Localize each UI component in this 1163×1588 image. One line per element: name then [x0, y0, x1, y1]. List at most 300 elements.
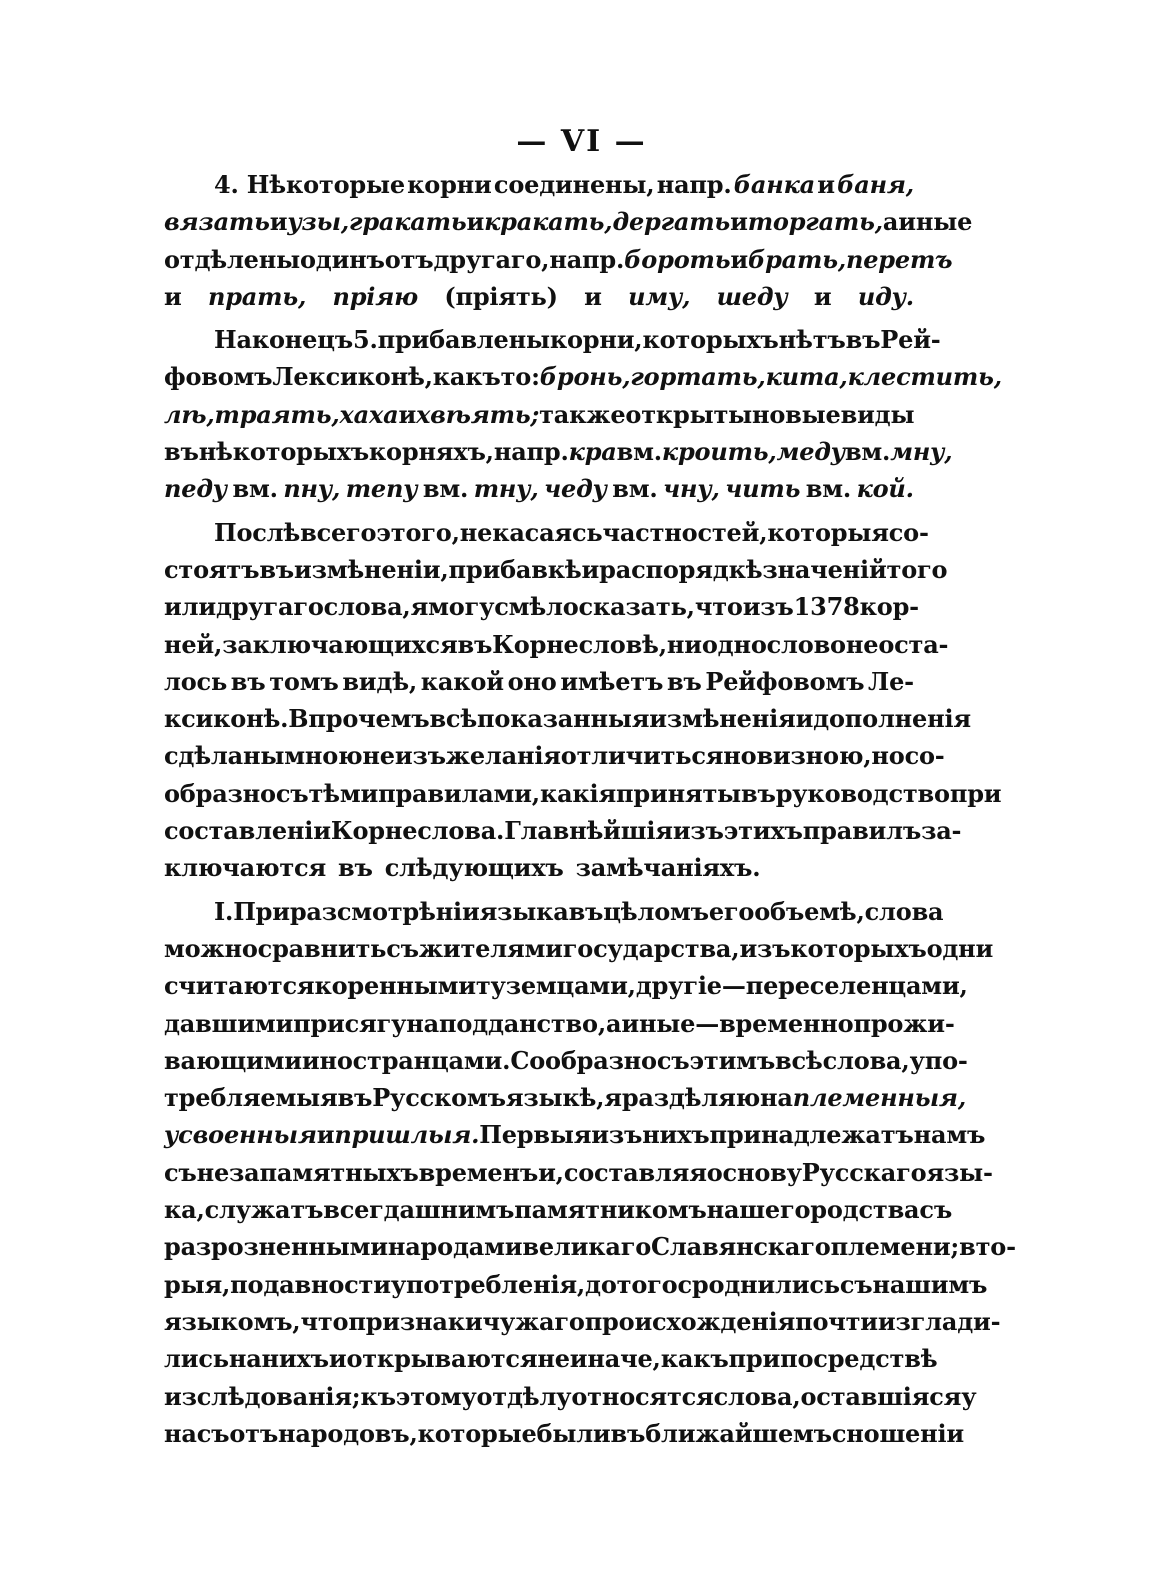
word: Рейфовомъ: [705, 666, 865, 696]
word: въ: [568, 896, 604, 926]
word: и: [269, 207, 288, 237]
word: банка: [733, 170, 815, 199]
word: въ: [230, 666, 266, 696]
word: съ: [275, 778, 309, 808]
word: незапамятныхъ: [196, 1157, 419, 1187]
word: кра: [568, 437, 617, 467]
word: составленiи: [164, 816, 331, 846]
word: При: [233, 896, 290, 926]
word: кроить,: [661, 437, 777, 467]
word: и: [584, 281, 602, 311]
word: кракать,: [484, 207, 613, 237]
word: оста-: [878, 629, 949, 659]
word: Наконецъ: [214, 325, 353, 355]
text-line: [164, 971, 968, 1008]
word: этимъ: [689, 1045, 776, 1075]
word: гракать: [349, 207, 467, 237]
text-line: [164, 325, 941, 362]
word: вм.: [616, 437, 662, 467]
word: какой: [420, 666, 504, 696]
word: чну,: [663, 474, 720, 504]
word: одни: [926, 933, 994, 963]
word: ни: [666, 629, 702, 659]
word: хаха: [339, 399, 399, 429]
word: другаго: [215, 592, 324, 622]
word: относятся: [571, 1381, 714, 1411]
word: въ: [666, 666, 702, 696]
word: не: [845, 629, 879, 659]
text-line: [164, 1195, 953, 1232]
word: слова,: [713, 1381, 801, 1411]
word: вм.: [805, 474, 852, 504]
word: Рей-: [880, 325, 941, 355]
word: отдѣлу: [476, 1381, 572, 1411]
word: при: [949, 778, 1002, 808]
word: бороть: [624, 244, 731, 274]
word: то:: [500, 362, 540, 392]
word: сношенiи: [831, 1418, 965, 1448]
word: цѣломъ: [603, 896, 709, 926]
text-line: [164, 1120, 986, 1157]
word: отъ: [384, 244, 434, 274]
word: отличиться: [560, 741, 724, 771]
word: раздѣляю: [621, 1083, 761, 1113]
word: измѣненiи,: [294, 554, 449, 584]
word: и: [730, 207, 748, 237]
word: и: [328, 1344, 347, 1374]
word: жителями: [418, 933, 563, 963]
word: разсмотрѣнiи: [289, 896, 480, 926]
word: съ: [164, 1157, 197, 1187]
word: что: [694, 592, 743, 622]
word: изъ: [739, 933, 791, 963]
word: отъ: [229, 1418, 279, 1448]
word: разрозненными: [164, 1232, 388, 1262]
word: давшими: [164, 1008, 294, 1038]
word: фовомъ: [164, 362, 273, 392]
word: изслѣдованiя;: [164, 1381, 361, 1411]
word: Корнесловѣ,: [492, 629, 667, 659]
word: не: [537, 1344, 570, 1374]
word: руководство: [775, 778, 950, 808]
word: всего: [300, 517, 377, 547]
text-line: [164, 816, 962, 853]
word: меду: [776, 437, 845, 467]
word: считаются: [164, 971, 315, 1001]
word: со-: [904, 741, 945, 771]
word: того: [616, 1269, 678, 1299]
word: виды: [840, 399, 915, 429]
word: прiяю: [332, 281, 418, 311]
word: одинъ: [299, 244, 385, 274]
word: тепу: [345, 474, 418, 504]
word: слова: [864, 896, 944, 926]
word: перетъ: [845, 244, 953, 274]
word: и: [813, 281, 832, 311]
text-line: [164, 1269, 988, 1307]
word: намъ: [913, 1120, 986, 1150]
word: иностранцами.: [301, 1045, 511, 1075]
word: оставшiяся: [800, 1381, 962, 1411]
word: этихъ: [723, 816, 803, 846]
word: иду.: [857, 281, 914, 311]
word: чужаго: [482, 1306, 585, 1336]
word: въ: [457, 629, 493, 659]
word: которыхъ: [642, 325, 779, 355]
word: томъ: [269, 666, 339, 696]
word: касаясь: [492, 517, 603, 547]
word: язы-: [926, 1157, 993, 1187]
word: почти: [795, 1306, 878, 1336]
word: за-: [921, 816, 962, 846]
word: которыхъ: [790, 933, 927, 963]
word: кита,: [765, 362, 848, 392]
text-line: [164, 554, 948, 592]
word: основу: [706, 1157, 802, 1187]
word: измѣненiя: [649, 704, 796, 734]
word: дергать: [612, 207, 731, 237]
word: мною: [284, 741, 363, 771]
word: народами: [387, 1232, 523, 1262]
word: ближайшемъ: [645, 1418, 832, 1448]
word: на: [228, 1344, 262, 1374]
word: брать,: [747, 244, 846, 274]
word: ключаются: [164, 853, 327, 883]
word: и: [817, 170, 835, 199]
word: Русскомъ: [372, 1083, 506, 1113]
word: нашего: [706, 1195, 811, 1225]
word: родства: [810, 1195, 920, 1225]
word: какъ: [660, 1344, 729, 1374]
word: кор-: [859, 592, 919, 622]
word: 1378: [793, 592, 860, 622]
word: иначе,: [569, 1344, 661, 1374]
word: но: [871, 741, 905, 771]
word: въ: [338, 853, 373, 883]
word: этому: [395, 1381, 477, 1411]
word: напр.: [549, 244, 625, 274]
word: траять,: [214, 399, 340, 429]
word: гортать,: [630, 362, 766, 392]
word: сравнить: [257, 933, 387, 963]
word: нихъ: [261, 1344, 329, 1374]
word: ней,: [164, 629, 223, 659]
word: нихъ: [642, 1120, 710, 1150]
text-line: [164, 207, 973, 244]
word: изглади-: [877, 1306, 1001, 1336]
word: у: [961, 1381, 977, 1411]
word: и: [398, 399, 417, 429]
word: переселенцами,: [745, 971, 968, 1001]
word: были: [536, 1418, 611, 1448]
text-line: [164, 170, 914, 207]
word: подданство,: [438, 1008, 606, 1038]
word: слова,: [323, 592, 411, 622]
word: рыя,: [164, 1269, 231, 1299]
word: его: [708, 896, 755, 926]
word: Главнѣйшiя: [504, 816, 673, 846]
word: вм.: [422, 474, 469, 504]
word: ксиконѣ.: [164, 704, 289, 734]
word: прибавкѣ: [448, 554, 582, 584]
word: языкѣ,: [505, 1083, 605, 1113]
word: и: [581, 554, 600, 584]
word: принадлежатъ: [709, 1120, 914, 1150]
word: показанныя: [477, 704, 650, 734]
word: правилами,: [378, 778, 540, 808]
word: съ: [839, 1269, 873, 1299]
word: давности: [263, 1269, 391, 1299]
word: какъ: [432, 362, 501, 392]
word: и: [795, 704, 814, 734]
text-line: [164, 853, 914, 890]
word: къ: [360, 1381, 396, 1411]
word: 5.: [352, 325, 378, 355]
text-line: [164, 778, 1002, 816]
word: въ: [741, 778, 776, 808]
word: по: [230, 1269, 264, 1299]
word: составляя: [563, 1157, 707, 1187]
word: также: [539, 399, 626, 429]
word: лось: [164, 666, 228, 696]
word: сдѣланы: [164, 741, 285, 771]
word: можно: [164, 933, 258, 963]
word: великаго: [522, 1232, 652, 1262]
word: узы,: [287, 207, 350, 237]
text-line: [164, 896, 944, 934]
word: баня,: [837, 170, 914, 199]
word: значенiй: [762, 554, 887, 584]
word: временъ: [418, 1157, 539, 1187]
word: племени;: [830, 1232, 960, 1262]
text-line: [164, 437, 953, 474]
word: смѣло: [494, 592, 579, 622]
word: иные: [621, 1008, 696, 1038]
word: съ: [656, 1045, 690, 1075]
word: объемѣ,: [754, 896, 865, 926]
word: сроднились: [677, 1269, 840, 1299]
word: не: [362, 741, 395, 771]
word: другаго,: [433, 244, 550, 274]
body-text: [164, 170, 1016, 1456]
text-line: [164, 704, 971, 741]
word: а: [882, 207, 899, 237]
word: напр.: [656, 170, 732, 199]
word: I.: [214, 896, 234, 926]
word: и: [164, 281, 182, 311]
word: что: [300, 1306, 349, 1336]
word: слѣдующихъ: [384, 853, 564, 883]
word: Послѣ: [214, 517, 301, 547]
word: Русскаго: [801, 1157, 927, 1187]
word: иму,: [628, 281, 691, 311]
word: какiя: [539, 778, 617, 808]
word: народовъ,: [278, 1418, 418, 1448]
text-line: [164, 244, 953, 282]
text-line: [164, 1045, 968, 1083]
word: нашимъ: [872, 1269, 988, 1299]
word: изъ: [742, 592, 794, 622]
word: тѣми: [308, 778, 379, 808]
word: насъ: [164, 1418, 230, 1448]
word: ка,: [164, 1195, 205, 1225]
word: и,: [538, 1157, 564, 1187]
word: вм.: [232, 474, 278, 504]
word: государства,: [562, 933, 740, 963]
word: съ: [919, 1195, 953, 1225]
text-line: [164, 1381, 977, 1419]
word: заключающихся: [222, 629, 458, 659]
word: Сообразно: [510, 1045, 657, 1075]
text-line: [164, 517, 929, 555]
word: одно: [701, 629, 767, 659]
word: всѣ: [429, 704, 478, 734]
word: въ: [259, 554, 294, 584]
word: я: [410, 592, 429, 622]
word: открываются: [346, 1344, 538, 1374]
text-line: [164, 362, 1002, 399]
word: того: [886, 554, 948, 584]
text-line: [164, 1008, 955, 1046]
text-line: [164, 400, 914, 437]
word: дополненiя: [813, 704, 971, 734]
text-line: [164, 933, 994, 971]
word: я: [604, 1083, 622, 1113]
word: Впрочемъ: [288, 704, 430, 734]
text-line: [164, 741, 945, 778]
word: корни,: [549, 325, 643, 355]
word: образно: [164, 778, 276, 808]
word: Первыя: [479, 1120, 592, 1150]
word: лѣ,: [164, 399, 215, 429]
page-number: — VI —: [516, 124, 647, 159]
word: и: [730, 244, 748, 274]
text-line: [164, 592, 919, 629]
word: пну,: [283, 474, 341, 504]
word: —: [721, 971, 746, 1001]
word: пришлыя.: [334, 1120, 480, 1150]
word: туземцами,: [475, 971, 636, 1001]
text-line: [164, 1344, 938, 1381]
word: торгать,: [747, 207, 883, 237]
word: распорядкѣ: [599, 554, 763, 584]
word: —: [695, 1008, 720, 1038]
word: присягу: [293, 1008, 407, 1038]
word: усвоенныя: [164, 1120, 317, 1150]
word: языка: [479, 896, 569, 926]
word: педу: [164, 474, 227, 504]
word: чить: [725, 474, 801, 504]
word: Лексиконѣ,: [272, 362, 433, 392]
word: новые: [752, 399, 841, 429]
word: открыты: [625, 399, 752, 429]
word: временно: [719, 1008, 854, 1038]
word: а: [605, 1008, 622, 1038]
word: которыя: [767, 517, 889, 547]
word: отдѣлены: [164, 244, 300, 274]
word: приняты: [616, 778, 741, 808]
word: слово: [766, 629, 846, 659]
word: племенныя,: [792, 1083, 966, 1113]
text-line: [164, 1157, 993, 1195]
word: въ: [164, 437, 199, 467]
word: употребленiя,: [390, 1269, 586, 1299]
word: требляемыя: [164, 1083, 338, 1113]
word: съ: [386, 933, 419, 963]
word: замѣчанiяхъ.: [575, 853, 761, 883]
word: лись: [164, 1344, 229, 1374]
word: кой.: [856, 474, 914, 504]
word: коренными: [314, 971, 476, 1001]
word: въ: [845, 325, 881, 355]
word: стоятъ: [164, 554, 260, 584]
word: происхожденiя: [584, 1306, 796, 1336]
word: языкомъ,: [164, 1306, 301, 1336]
word: правилъ: [802, 816, 922, 846]
word: вм.: [612, 474, 658, 504]
word: вто-: [959, 1232, 1016, 1262]
word: нѣтъ: [778, 325, 846, 355]
word: всѣ: [775, 1045, 823, 1075]
word: со-: [888, 517, 929, 547]
word: изъ: [394, 741, 446, 771]
word: на: [760, 1083, 793, 1113]
word: напр.: [493, 437, 569, 467]
word: или: [164, 592, 216, 622]
word: этого,: [376, 517, 460, 547]
word: шеду: [716, 281, 788, 311]
text-line: [164, 667, 914, 704]
word: въ: [337, 1083, 373, 1113]
word: всегдашнимъ: [323, 1195, 515, 1225]
word: не: [459, 517, 493, 547]
word: хвѣять;: [416, 399, 540, 429]
word: видѣ,: [342, 666, 418, 696]
text-line: [164, 1418, 965, 1456]
word: на: [406, 1008, 439, 1038]
word: нѣкоторыхъ: [198, 437, 369, 467]
word: другiе: [635, 971, 722, 1001]
word: 4. Нѣкоторые: [214, 170, 405, 199]
word: мну,: [890, 437, 953, 467]
word: изъ: [591, 1120, 643, 1150]
word: корни: [407, 170, 492, 199]
text-line: [164, 474, 914, 511]
word: соединены,: [493, 170, 655, 199]
text-line: [164, 629, 949, 667]
word: которые: [417, 1418, 537, 1448]
word: прожи-: [853, 1008, 955, 1038]
word: оно: [507, 666, 557, 696]
word: Ле-: [868, 666, 914, 696]
word: при: [728, 1344, 781, 1374]
word: прибавлены: [377, 325, 550, 355]
word: въ: [610, 1418, 646, 1448]
word: бронь,: [539, 362, 631, 392]
text-line: [164, 282, 914, 319]
word: упо-: [909, 1045, 968, 1075]
word: вающими: [164, 1045, 302, 1075]
word: и: [466, 207, 485, 237]
word: Славянскаго: [651, 1232, 831, 1262]
word: прать,: [207, 281, 307, 311]
word: вязать: [164, 207, 270, 237]
word: тну,: [473, 474, 539, 504]
word: и: [316, 1120, 335, 1150]
word: новизною,: [723, 741, 872, 771]
word: иные: [898, 207, 973, 237]
word: корняхъ,: [368, 437, 494, 467]
